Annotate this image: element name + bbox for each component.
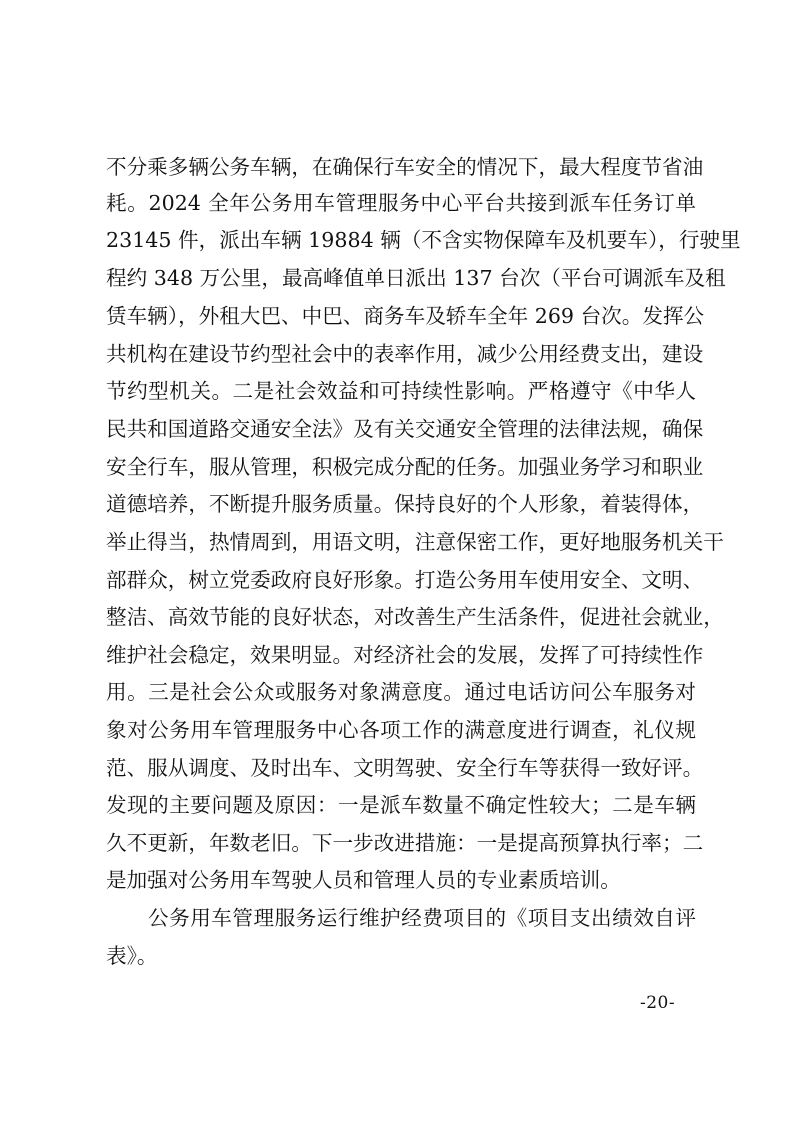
page-number: -20- [640, 993, 676, 1013]
text-line: 23145 件，派出车辆 19884 辆（不含实物保障车及机要车），行驶里 [106, 228, 741, 252]
text-line: 程约 348 万公里，最高峰值单日派出 137 台次（平台可调派车及租 [106, 266, 726, 290]
text-line: 整洁、高效节能的良好状态，对改善生产生活条件，促进社会就业， [106, 605, 724, 629]
text-line: 共机构在建设节约型社会中的表率作用，减少公用经费支出，建设 [106, 342, 704, 366]
text-line: 象对公务用车管理服务中心各项工作的满意度进行调查，礼仪规 [106, 718, 696, 742]
text-line: 节约型机关。二是社会效益和可持续性影响。严格遵守《中华人 [106, 379, 696, 403]
text-line: 维护社会稳定，效果明显。对经济社会的发展，发挥了可持续性作 [106, 643, 704, 667]
text-line: 部群众，树立党委政府良好形象。打造公务用车使用安全、文明、 [106, 568, 704, 592]
text-line: 发现的主要问题及原因：一是派车数量不确定性较大；二是车辆 [106, 793, 696, 817]
text-line: 范、服从调度、及时出车、文明驾驶、安全行车等获得一致好评。 [106, 756, 704, 780]
text-line: 是加强对公务用车驾驶人员和管理人员的专业素质培训。 [106, 868, 621, 892]
text-line: 安全行车，服从管理，积极完成分配的任务。加强业务学习和职业 [106, 455, 704, 479]
text-line: 赁车辆），外租大巴、中巴、商务车及轿车全年 269 台次。发挥公 [106, 304, 705, 328]
text-line: 民共和国道路交通安全法》及有关交通安全管理的法律法规，确保 [106, 417, 704, 441]
text-line: 举止得当，热情周到，用语文明，注意保密工作，更好地服务机关干 [106, 530, 724, 554]
text-line: 不分乘多辆公务车辆，在确保行车安全的情况下，最大程度节省油 [106, 155, 704, 179]
text-line: 耗。2024 全年公务用车管理服务中心平台共接到派车任务订单 [106, 191, 696, 215]
text-line: 道德培养，不断提升服务质量。保持良好的个人形象，着装得体， [106, 492, 704, 516]
text-line: 表》。 [106, 944, 158, 968]
text-line: 用。三是社会公众或服务对象满意度。通过电话访问公车服务对 [106, 680, 696, 704]
text-line: 公务用车管理服务运行维护经费项目的《项目支出绩效自评 [148, 906, 696, 930]
text-line: 久不更新，年数老旧。下一步改进措施：一是提高预算执行率；二 [106, 831, 704, 855]
